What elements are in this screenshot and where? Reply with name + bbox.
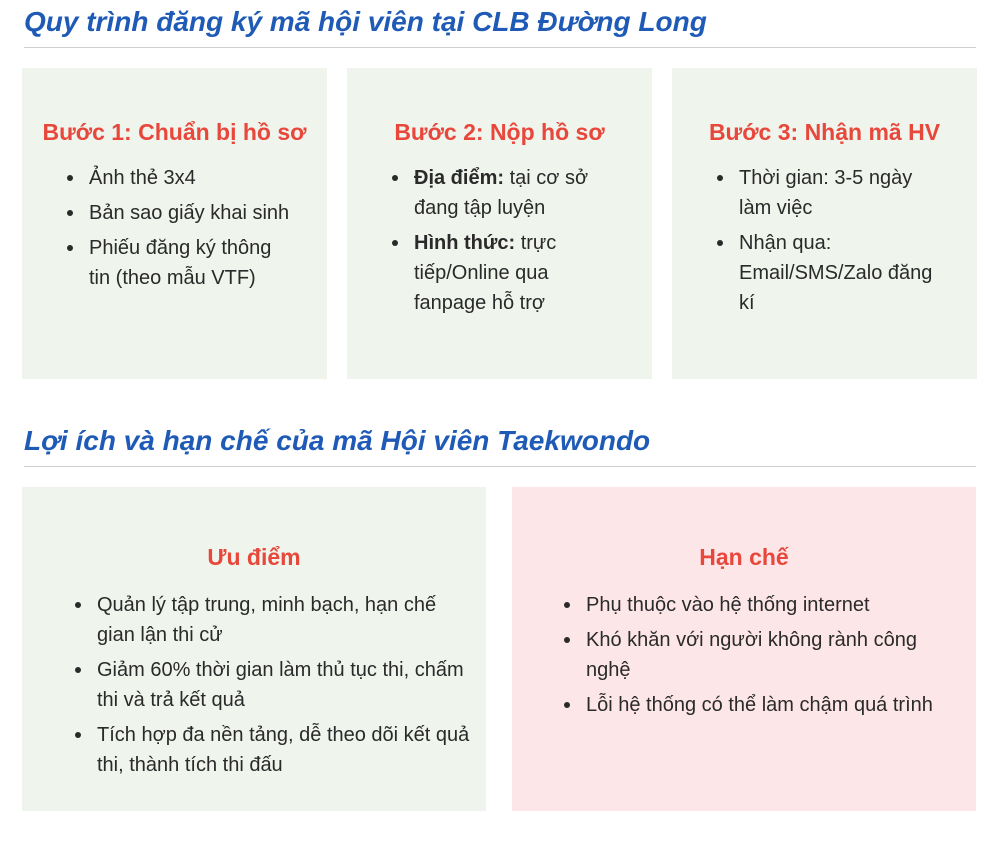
list-item: Lỗi hệ thống có thể làm chậm quá trình xyxy=(564,690,964,720)
cons-title: Hạn chế xyxy=(699,544,789,570)
list-item: Phụ thuộc vào hệ thống internet xyxy=(564,590,964,620)
bullet-icon xyxy=(392,240,398,246)
bullet-icon xyxy=(75,602,81,608)
list-item: Nhận qua: Email/SMS/Zalo đăng kí xyxy=(717,228,947,318)
pros-title: Ưu điểm xyxy=(207,544,301,570)
item-label: Địa điểm: xyxy=(414,167,505,189)
list-item: Phiếu đăng ký thông tin (theo mẫu VTF) xyxy=(67,233,297,293)
bullet-icon xyxy=(67,245,73,251)
bullet-icon xyxy=(392,175,398,181)
step-3-list xyxy=(717,163,947,323)
bullet-icon xyxy=(564,602,570,608)
divider xyxy=(24,47,976,48)
cons-list xyxy=(564,590,964,725)
list-item: Ảnh thẻ 3x4 xyxy=(67,163,297,193)
step-2-list xyxy=(392,163,622,323)
pros-card xyxy=(22,487,486,811)
list-item: Bản sao giấy khai sinh xyxy=(67,198,297,228)
bullet-icon xyxy=(67,210,73,216)
bullet-icon xyxy=(717,240,723,246)
bullet-icon xyxy=(75,667,81,673)
step-3-card xyxy=(672,68,977,379)
step-1-list xyxy=(67,163,297,298)
pros-list xyxy=(75,590,475,785)
step-3-title: Bước 3: Nhận mã HV xyxy=(708,119,941,145)
list-item: Khó khăn với người không rành công nghệ xyxy=(564,625,964,685)
bullet-icon xyxy=(564,637,570,643)
bullet-icon xyxy=(67,175,73,181)
list-item: Thời gian: 3-5 ngày làm việc xyxy=(717,163,947,223)
list-item: Địa điểm: tại cơ sở đang tập luyện xyxy=(392,163,622,223)
list-item: Hình thức: trực tiếp/Online qua fanpage hỗ trợ xyxy=(392,228,622,318)
benefits-section-title: Lợi ích và hạn chế của mã Hội viên Taekwondo xyxy=(24,425,651,456)
step-1-card xyxy=(22,68,327,379)
item-label: Hình thức: xyxy=(414,232,516,254)
list-item: Tích hợp đa nền tảng, dễ theo dõi kết quả thi, thành tích thi đấu xyxy=(75,720,475,780)
list-item: Quản lý tập trung, minh bạch, hạn chế gian lận thi cử xyxy=(75,590,475,650)
step-2-title: Bước 2: Nộp hồ sơ xyxy=(394,119,605,145)
process-section-title: Quy trình đăng ký mã hội viên tại CLB Đường Long xyxy=(24,6,707,37)
bullet-icon xyxy=(717,175,723,181)
bullet-icon xyxy=(75,732,81,738)
step-2-card xyxy=(347,68,652,379)
list-item: Giảm 60% thời gian làm thủ tục thi, chấm thi và trả kết quả xyxy=(75,655,475,715)
step-1-title: Bước 1: Chuẩn bị hồ sơ xyxy=(42,119,307,145)
cons-card xyxy=(512,487,976,811)
bullet-icon xyxy=(564,702,570,708)
divider xyxy=(24,466,976,467)
